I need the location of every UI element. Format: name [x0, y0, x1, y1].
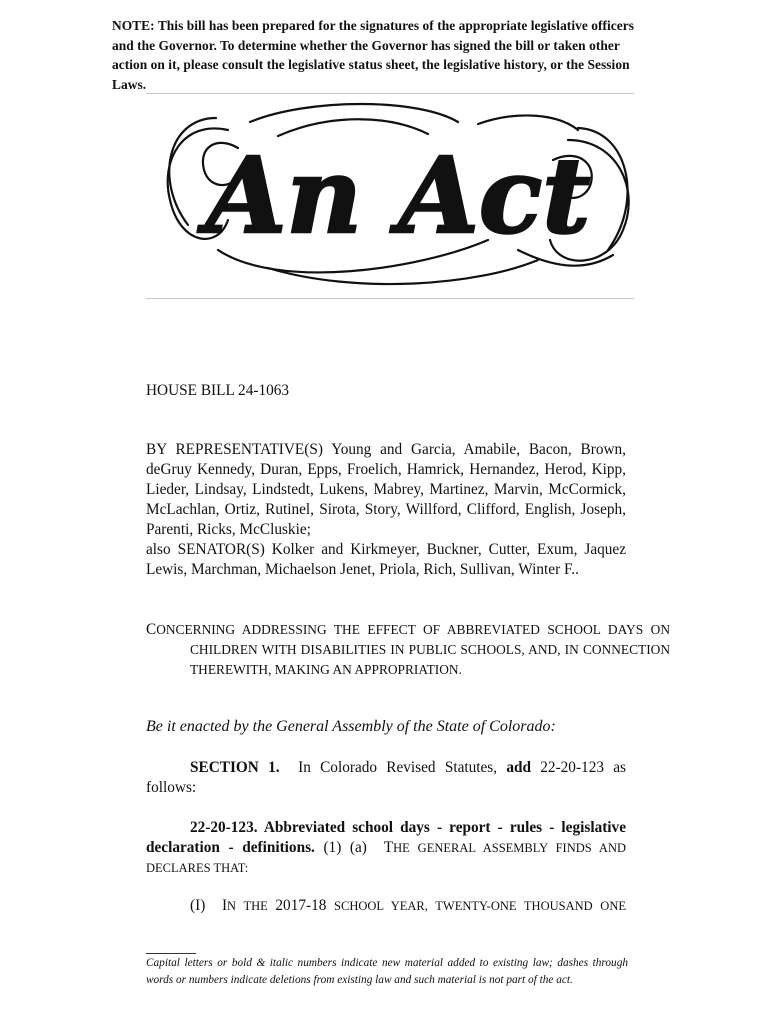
bill-number: HOUSE BILL 24-1063 — [146, 382, 290, 399]
finds-text: HE GENERAL ASSEMBLY FINDS AND DECLARES THAT: — [146, 841, 626, 875]
concerning-rest: ONCERNING ADDRESSING THE EFFECT OF ABBREVIATED SCHOOL DAYS ON CHILDREN WITH DISABILITIES IN PUBLIC SCHOOLS, AND, IN CONNECTION THEREWITH, MAKING AN APPROPRIATION. — [156, 622, 670, 677]
seal-text: An Act — [205, 134, 591, 257]
item-i-year: 2017-18 — [275, 897, 327, 914]
item-i-rest-b: SCHOOL YEAR, TWENTY-ONE THOUSAND ONE — [326, 899, 626, 913]
section-1-label: SECTION 1. — [190, 759, 280, 776]
representatives-list: BY REPRESENTATIVE(S) Young and Garcia, Amabile, Bacon, Brown, deGruy Kennedy, Duran, Epps, Froelich, Hamrick, Hernandez, Herod, Kipp, Lieder, Lindsay, Lindstedt, Lukens, Mabrey, Martinez, Marvin, McCormick, McLachlan, Ortiz, Rutinel, Sirota, Story, Willford, Clifford, English, Joseph, Parenti, Ricks, McCluskie; — [146, 441, 626, 538]
senators-list: also SENATOR(S) Kolker and Kirkmeyer, Buckner, Cutter, Exum, Jaquez Lewis, Marchman, Michaelson Jenet, Priola, Rich, Sullivan, Winter F.. — [146, 541, 626, 578]
section-1-text-after: 22-20-123 as follows: — [146, 759, 626, 796]
item-i-rest-a: N THE — [227, 899, 276, 913]
section-heading: 22-20-123. Abbreviated school days - report - rules - legislative declaration - definitions. — [146, 819, 626, 856]
enacting-clause: Be it enacted by the General Assembly of the State of Colorado: — [146, 718, 556, 735]
seal-bottom-divider — [146, 298, 634, 299]
concerning-first-letter: C — [146, 621, 157, 638]
item-i-label: (I) — [190, 897, 222, 914]
sponsors-block — [146, 440, 626, 580]
status-note: NOTE: This bill has been prepared for the signatures of the appropriate legislative officers and the Governor. To determine whether the Governor has signed the bill or taken other action on it, please consult the legislative status sheet, the legislative history, or the Session Laws. — [112, 18, 635, 92]
concerning-title — [146, 620, 670, 680]
section-1 — [146, 758, 626, 798]
section-1-text-before: In Colorado Revised Statutes, — [279, 759, 507, 776]
item-i — [146, 896, 626, 916]
an-act-seal — [158, 100, 638, 296]
footnote-rule — [146, 953, 196, 954]
an-act-flourish-graphic — [158, 100, 638, 296]
footnote: Capital letters or bold & italic numbers indicate new material added to existing law; dashes through words or numbers indicate deletions from existing law and such material is not part of the act. — [146, 957, 628, 986]
item-i-first: I — [221, 897, 228, 914]
section-1-add: add — [506, 759, 532, 776]
section-22-20-123 — [146, 818, 626, 878]
subsection-label: (1) (a) — [314, 839, 384, 856]
top-divider — [146, 93, 634, 94]
finds-first-letter: T — [383, 839, 394, 856]
